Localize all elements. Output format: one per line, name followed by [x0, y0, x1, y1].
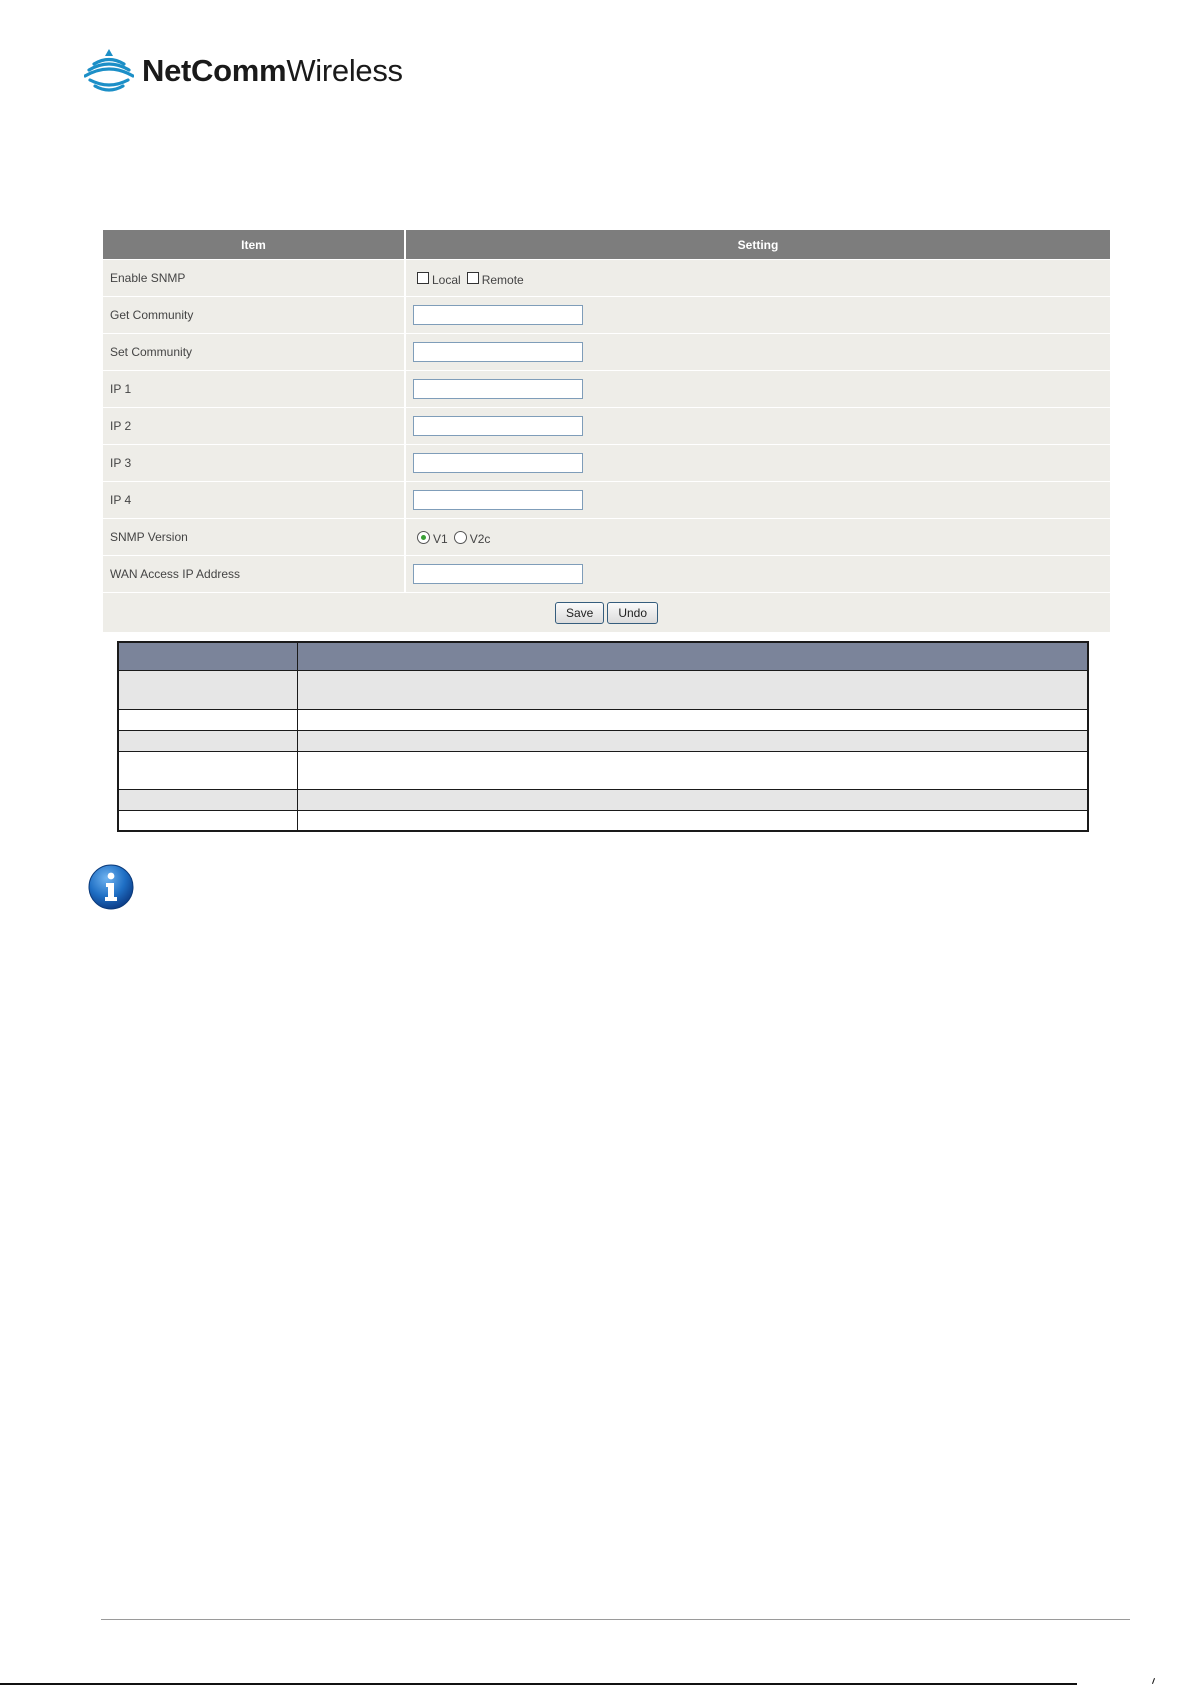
ip3-row: [103, 445, 1110, 482]
button-row: [103, 593, 1110, 632]
ip4-label: IP 4: [103, 482, 406, 518]
remote-label: Remote: [481, 273, 524, 287]
v1-option[interactable]: [413, 530, 450, 544]
description-table-header: [119, 643, 1087, 670]
get-community-label: Get Community: [103, 297, 406, 333]
remote-option[interactable]: [463, 271, 526, 285]
get-community-input[interactable]: [413, 305, 583, 325]
undo-button[interactable]: Undo: [607, 602, 658, 624]
table-row: [119, 751, 1087, 789]
ip1-input[interactable]: [413, 379, 583, 399]
brand-name: [142, 52, 403, 88]
setting-column-header: Setting: [406, 230, 1110, 259]
set-community-row: [103, 334, 1110, 371]
set-community-label: Set Community: [103, 334, 406, 370]
enable-snmp-row: [103, 260, 1110, 297]
snmp-version-row: [103, 519, 1110, 556]
v2c-label: V2c: [469, 532, 491, 546]
brand-logo: [84, 44, 403, 96]
ip1-label: IP 1: [103, 371, 406, 407]
local-label: Local: [432, 273, 461, 287]
item-column-header: Item: [103, 230, 406, 259]
v1-label: V1: [433, 532, 448, 546]
ip1-row: [103, 371, 1110, 408]
brand-name-bold: NetComm: [142, 52, 287, 88]
v2c-option[interactable]: [450, 530, 493, 544]
ip2-row: [103, 408, 1110, 445]
v1-radio[interactable]: [417, 531, 430, 544]
wan-access-ip-row: [103, 556, 1110, 593]
table-row: [119, 789, 1087, 810]
info-icon: [88, 864, 134, 915]
snmp-version-label: SNMP Version: [103, 519, 406, 555]
set-community-input[interactable]: [413, 342, 583, 362]
wan-access-ip-label: WAN Access IP Address: [103, 556, 406, 592]
snmp-settings-panel: [103, 230, 1110, 632]
enable-snmp-label: Enable SNMP: [103, 260, 406, 296]
brand-name-light: Wireless: [286, 52, 403, 88]
local-checkbox[interactable]: [417, 272, 429, 284]
wifi-logo-icon: [84, 46, 134, 94]
save-button[interactable]: Save: [555, 602, 604, 624]
v2c-radio[interactable]: [454, 531, 467, 544]
get-community-row: [103, 297, 1110, 334]
page-bottom-mark: [1152, 1678, 1155, 1684]
description-table: [117, 641, 1089, 832]
settings-header-row: [103, 230, 1110, 260]
ip2-label: IP 2: [103, 408, 406, 444]
ip3-label: IP 3: [103, 445, 406, 481]
table-row: [119, 810, 1087, 830]
ip2-input[interactable]: [413, 416, 583, 436]
table-row: [119, 709, 1087, 730]
table-row: [119, 670, 1087, 709]
ip4-input[interactable]: [413, 490, 583, 510]
remote-checkbox[interactable]: [467, 272, 479, 284]
local-option[interactable]: [413, 271, 463, 285]
wan-access-ip-input[interactable]: [413, 564, 583, 584]
footer-divider: [101, 1619, 1130, 1620]
ip4-row: [103, 482, 1110, 519]
ip3-input[interactable]: [413, 453, 583, 473]
table-row: [119, 730, 1087, 751]
